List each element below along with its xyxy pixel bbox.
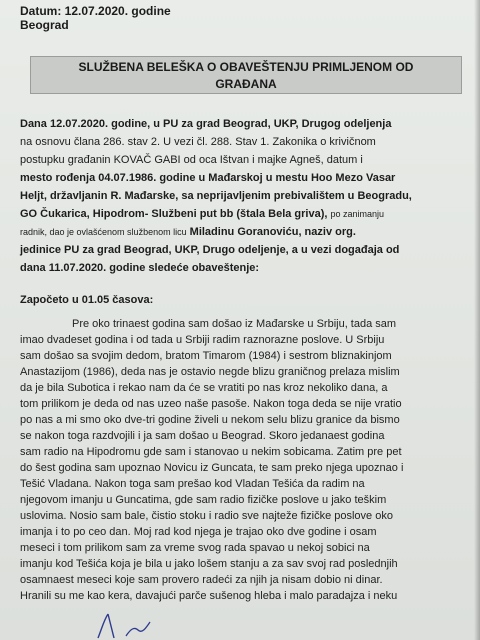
title-line-1: SLUŽBENA BELEŠKA O OBAVEŠTENJU PRIMLJENOM OD bbox=[78, 60, 414, 74]
intro-line-7-a: radnik, dao je ovlašćenom službenom licu bbox=[20, 227, 187, 237]
statement-line: tom prilikom je deda od nas uzeo naše pasoše. Nakon toga deda se nije vratio bbox=[20, 398, 402, 410]
intro-line-3: postupku građanin KOVAČ GABI od oca Ištvan i majke Agneš, datum i bbox=[20, 154, 363, 166]
intro-line-9: dana 11.07.2020. godine sledeće obaveštenje: bbox=[20, 262, 260, 274]
statement-text bbox=[20, 316, 468, 604]
statement-line: imao dvadeset godina i od tada u Srbiji radim raznorazne poslove. U Srbiju bbox=[20, 334, 385, 346]
intro-line-6 bbox=[20, 206, 468, 222]
statement-line: imanja i to po ceo dan. Moj rad kod njega je trajao oko dve godine i osam bbox=[20, 526, 377, 538]
handwritten-signature bbox=[90, 608, 230, 640]
statement-line: osamnaest meseci koje sam provero radeći za njih ja nisam dobio ni dinar. bbox=[20, 574, 383, 586]
intro-line-2: na osnovu člana 286. stav 2. U vezi čl. 288. Stav 1. Zakonika o krivičnom bbox=[20, 136, 376, 148]
date-line: Datum: 12.07.2020. godine bbox=[20, 4, 171, 18]
page-edge-shadow bbox=[474, 0, 480, 640]
statement-line: po nas a mi smo oko dve-tri godine živeli u nekom selu blizu granice da bismo bbox=[20, 414, 400, 426]
intro-line-1: Dana 12.07.2020. godine, u PU za grad Beograd, UKP, Drugog odeljenja bbox=[20, 118, 392, 130]
statement-line: meseci i tom prilikom sam za vreme svog rada spavao u nekoj sobici na bbox=[20, 542, 370, 554]
intro-line-4: mesto rođenja 04.07.1986. godine u Mađarskoj u mestu Hoo Mezo Vasar bbox=[20, 172, 396, 184]
statement-line: sam radio na Hipodromu gde sam i stanovao u nekim sobicama. Zatim pre pet bbox=[20, 446, 402, 458]
statement-line: se nakon toga razdvojili i ja sam došao u Beograd. Skoro jedanaest godina bbox=[20, 430, 385, 442]
intro-line-7-b: Miladinu Goranoviću, naziv org. bbox=[189, 226, 356, 238]
statement-line: uslovima. Nosio sam bale, čistio stoku i radio sve najteže fizičke poslove oko bbox=[20, 510, 393, 522]
statement-line: sam došao sa svojim dedom, bratom Timarom (1984) i sestrom bliznakinjom bbox=[20, 350, 392, 362]
intro-line-8: jedinice PU za grad Beograd, UKP, Drugo odeljenje, a u vezi događaja od bbox=[20, 244, 400, 256]
place-line: Beograd bbox=[20, 18, 69, 32]
intro-line-6-occupation: po zanimanju bbox=[330, 209, 385, 219]
started-time: Započeto u 01.05 časova: bbox=[20, 294, 154, 306]
statement-line: Anastazijom (1986), deda nas je ostavio negde blizu graničnog prelaza mislim bbox=[20, 366, 400, 378]
statement-line: do šest godina sam upoznao Novicu iz Guncata, te sam preko njega upoznao i bbox=[20, 462, 404, 474]
statement-line: Hranili su me kao kera, davajući parče sušenog hleba i malo paradajza i neku bbox=[20, 590, 398, 602]
statement-line: imanju kod Tešića koja je bila u jako lošem stanju a za sav svoj rad poslednjih bbox=[20, 558, 398, 570]
statement-line: da je bila Subotica i rekao nam da će se vratiti po nas kroz nekoliko dana, a bbox=[20, 382, 388, 394]
statement-line: njegovom imanju u Guncatima, gde sam radio fizičke poslove u jako teškim bbox=[20, 494, 387, 506]
title-line-2: GRAĐANA bbox=[215, 77, 277, 91]
document-title bbox=[30, 56, 462, 94]
intro-line-7 bbox=[20, 224, 468, 240]
intro-line-5: Heljt, državljanin R. Mađarske, sa neprijavljenim prebivalištem u Beogradu, bbox=[20, 190, 412, 202]
statement-line: Tešić Vladana. Nakon toga sam prešao kod Vladan Tešića da radim na bbox=[20, 478, 365, 490]
intro-line-6-address: GO Čukarica, Hipodrom- Službeni put bb (štala Bela griva), bbox=[20, 208, 328, 220]
statement-line: Pre oko trinaest godina sam došao iz Mađarske u Srbiju, tada sam bbox=[72, 318, 397, 330]
